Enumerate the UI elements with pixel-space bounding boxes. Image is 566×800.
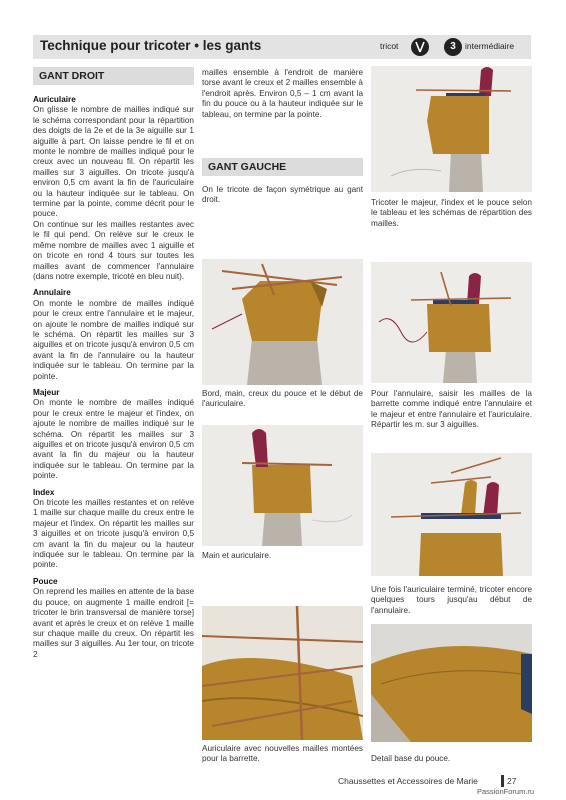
page-header [33,35,531,59]
photo-glove-ring-finger-pickup [371,262,532,383]
subheading-auriculaire: Auriculaire [33,95,76,104]
photo-little-finger-closeup [202,606,363,740]
photo-glove-rounds-before-ring [371,453,532,576]
level-label: intermédiaire [465,41,515,51]
heading-gant-gauche: GANT GAUCHE [202,158,363,176]
difficulty-star-icon [444,38,462,56]
caption-thumb-base-detail: Detail base du pouce. [371,754,451,763]
subheading-index: Index [33,487,55,497]
middle-continued-text: mailles ensemble à l'endroit de manière torse avant le creux et 2 mailles ensemble à l'endroit après. Environ 0,5 – 1 cm avant la fin du pouce ou à la hauteur indiquée sur le tableau, on termine par la pointe. [202,68,363,119]
subheading-pouce: Pouce [33,576,58,586]
closeup-needles-icon [202,606,363,740]
paragraph: On monte le nombre de mailles indiqué pour le creux entre l'annulaire et le majeur, on ajoute le nombre de mailles indiqué sur le schéma. On répartit les mailles sur 3 aiguilles et on tricote jusqu'à environ 0,5 cm avant la fin de l'annulaire ou la hauteur indiquée sur le tableau. On termine par la pointe. [33,298,194,381]
caption-cuff-hand-thumb: Bord, main, creux du pouce et le début de l'auriculaire. [202,389,363,409]
caption-rounds-before-ring: Une fois l'auriculaire terminé, tricoter encore quelques tours jusqu'au début de l'annulaire. [371,585,532,615]
page-number: 27 [507,776,517,786]
subheading-majeur: Majeur [33,387,60,397]
heading-gant-droit: GANT DROIT [33,67,194,85]
subheading-annulaire: Annulaire [33,288,71,298]
closeup-thumb-base-icon [371,624,532,742]
paragraph: On continue sur les mailles restantes avec le fil qui pend. On relève sur le creux le même nombre de mailles avec 1 aiguille et on tricote en rond 4 tours sur toutes les mailles avant de commencer l'annulaire (dans notre exemple, tricoté en bleu nuit). [33,219,194,281]
page-title: Technique pour tricoter • les gants [40,38,262,53]
footer-publication-title: Chaussettes et Accessoires de Marie [338,776,478,786]
caption-ring-finger-pickup: Pour l'annulaire, saisir les mailles de la barrette comme indiqué entre l'annulaire et le majeur et entre l'annulaire et l'auriculaire. Répartir les m. sur 3 aiguilles. [371,389,532,430]
glove-rounds-icon [371,453,532,576]
paragraph: On reprend les mailles en attente de la base du pouce, on augmente 1 maille endroit [= tricoter le brin transversal de manière torse] avant et après le creux et on relève 1 maille sur chaque maille du creux. On répartit les mailles sur 3 aiguilles. Au 1er tour, on tricote 2 [33,587,194,659]
caption-little-finger-bridge: Auriculaire avec nouvelles mailles montées pour la barrette. [202,744,363,764]
knitting-needles-icon [411,38,429,56]
photo-thumb-base-detail [371,624,532,742]
craft-label: tricot [380,41,399,51]
watermark: PassionForum.ru [477,787,535,796]
paragraph: On glisse le nombre de mailles indiqué sur le schéma correspondant pour la répartition des doigts de la 2e et de la 3e aiguille sur 1 aiguille à part. On laisse pendre le fil et on monte le nombre de mailles indiqué pour le creux avec un nouveau fil. On répartit les mailles sur 3 aiguilles. On tricote jusqu'à environ 0,5 cm avant la fin de l'auriculaire ou la hauteur indiquée sur le tableau. On termine par la pointe, comme décrit pour le pouce. [33,105,194,219]
photo-glove-fingers-top [371,66,532,192]
caption-middle-index-thumb: Tricoter le majeur, l'index et le pouce selon le tableau et les schémas de répartition des mailles. [371,198,532,228]
photo-glove-little-finger [202,425,363,546]
glove-palm-needles-icon [202,259,363,385]
left-column-text [33,95,194,660]
photo-glove-palm-thumb-gusset [202,259,363,385]
gant-gauche-text: On le tricote de façon symétrique au gant droit. [202,185,363,205]
paragraph: On monte le nombre de mailles indiqué pour le creux entre le majeur et l'index, on ajoute le nombre de mailles indiqué sur le schéma. On répartit les mailles sur 3 aiguilles et on tricote jusqu'à environ 0,5 cm avant la fin du majeur ou la hauteur indiquée sur le tableau. On termine par la pointe. [33,398,194,481]
paragraph: On tricote les mailles restantes et on relève 1 maille sur chaque maille du creux entre le majeur et l'index. On répartit les mailles sur 3 aiguilles et on tricote jusqu'à environ 0,5 cm avant la fin du majeur ou la hauteur indiquée sur le tableau. On termine par la pointe. [33,498,194,570]
glove-three-fingers-icon [371,66,532,192]
footer-divider [501,775,504,787]
glove-little-finger-icon [202,425,363,546]
level-number: 3 [450,41,456,52]
glove-ring-pickup-icon [371,262,532,383]
caption-hand-little-finger: Main et auriculaire. [202,551,272,560]
